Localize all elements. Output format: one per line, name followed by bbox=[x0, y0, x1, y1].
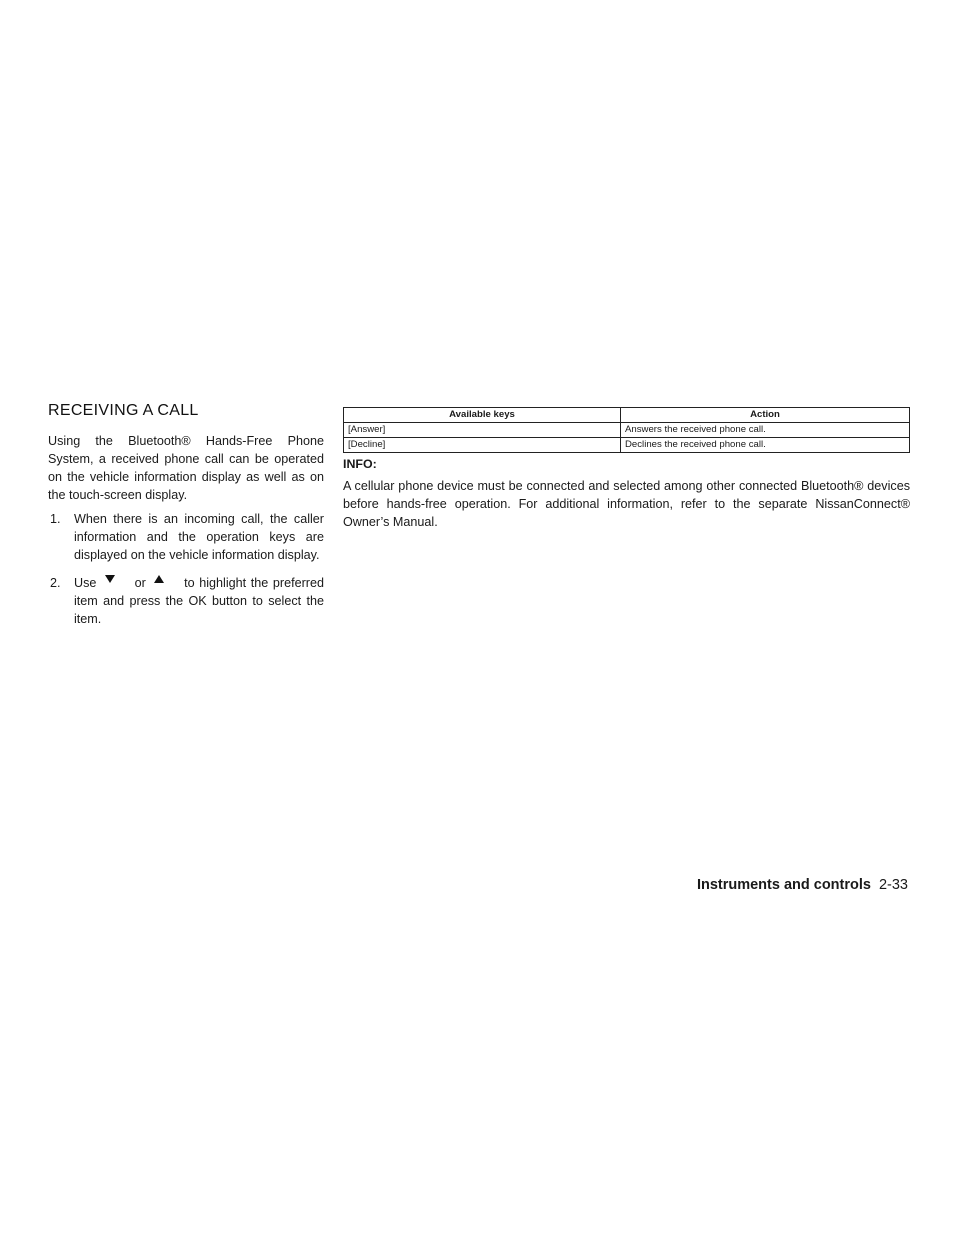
step-text: When there is an incoming call, the caller information and the operation keys are displayed on the vehicle information display. bbox=[74, 512, 324, 562]
key-cell: [Answer] bbox=[344, 423, 621, 438]
step-text-middle: or bbox=[134, 576, 146, 590]
step-number: 2. bbox=[50, 576, 61, 590]
info-label: INFO: bbox=[343, 457, 377, 471]
footer-section-title: Instruments and controls bbox=[696, 877, 871, 893]
available-keys-table bbox=[343, 407, 910, 453]
intro-paragraph: Using the Bluetooth® Hands-Free Phone System, a received phone call can be operated on the vehicle information display as well as on the touch-screen display. bbox=[48, 434, 324, 502]
table-header-row bbox=[344, 408, 910, 423]
step-2 bbox=[48, 574, 324, 628]
header-action: Action bbox=[621, 408, 910, 423]
step-number: 1. bbox=[50, 512, 61, 526]
page-number: 2-33 bbox=[878, 877, 908, 893]
action-cell: Answers the received phone call. bbox=[621, 423, 910, 438]
table-row bbox=[344, 438, 910, 453]
page-footer bbox=[697, 877, 908, 893]
table-row bbox=[344, 423, 910, 438]
step-1 bbox=[48, 510, 324, 564]
section-title: RECEIVING A CALL bbox=[48, 402, 199, 419]
step-text-before: Use bbox=[74, 576, 97, 590]
up-triangle-icon bbox=[154, 575, 164, 583]
header-available-keys: Available keys bbox=[344, 408, 621, 423]
action-cell: Declines the received phone call. bbox=[621, 438, 910, 453]
info-paragraph: A cellular phone device must be connected and selected among other connected Bluetooth® devices before hands-free operation. For additional information, refer to the separate NissanConnect® Owner’s Manual. bbox=[343, 479, 910, 529]
left-column bbox=[48, 402, 324, 638]
key-cell: [Decline] bbox=[344, 438, 621, 453]
right-column bbox=[343, 407, 910, 531]
down-triangle-icon bbox=[105, 575, 115, 583]
step-text-after: to highlight the preferred item and press the OK button to select the item. bbox=[74, 576, 324, 626]
